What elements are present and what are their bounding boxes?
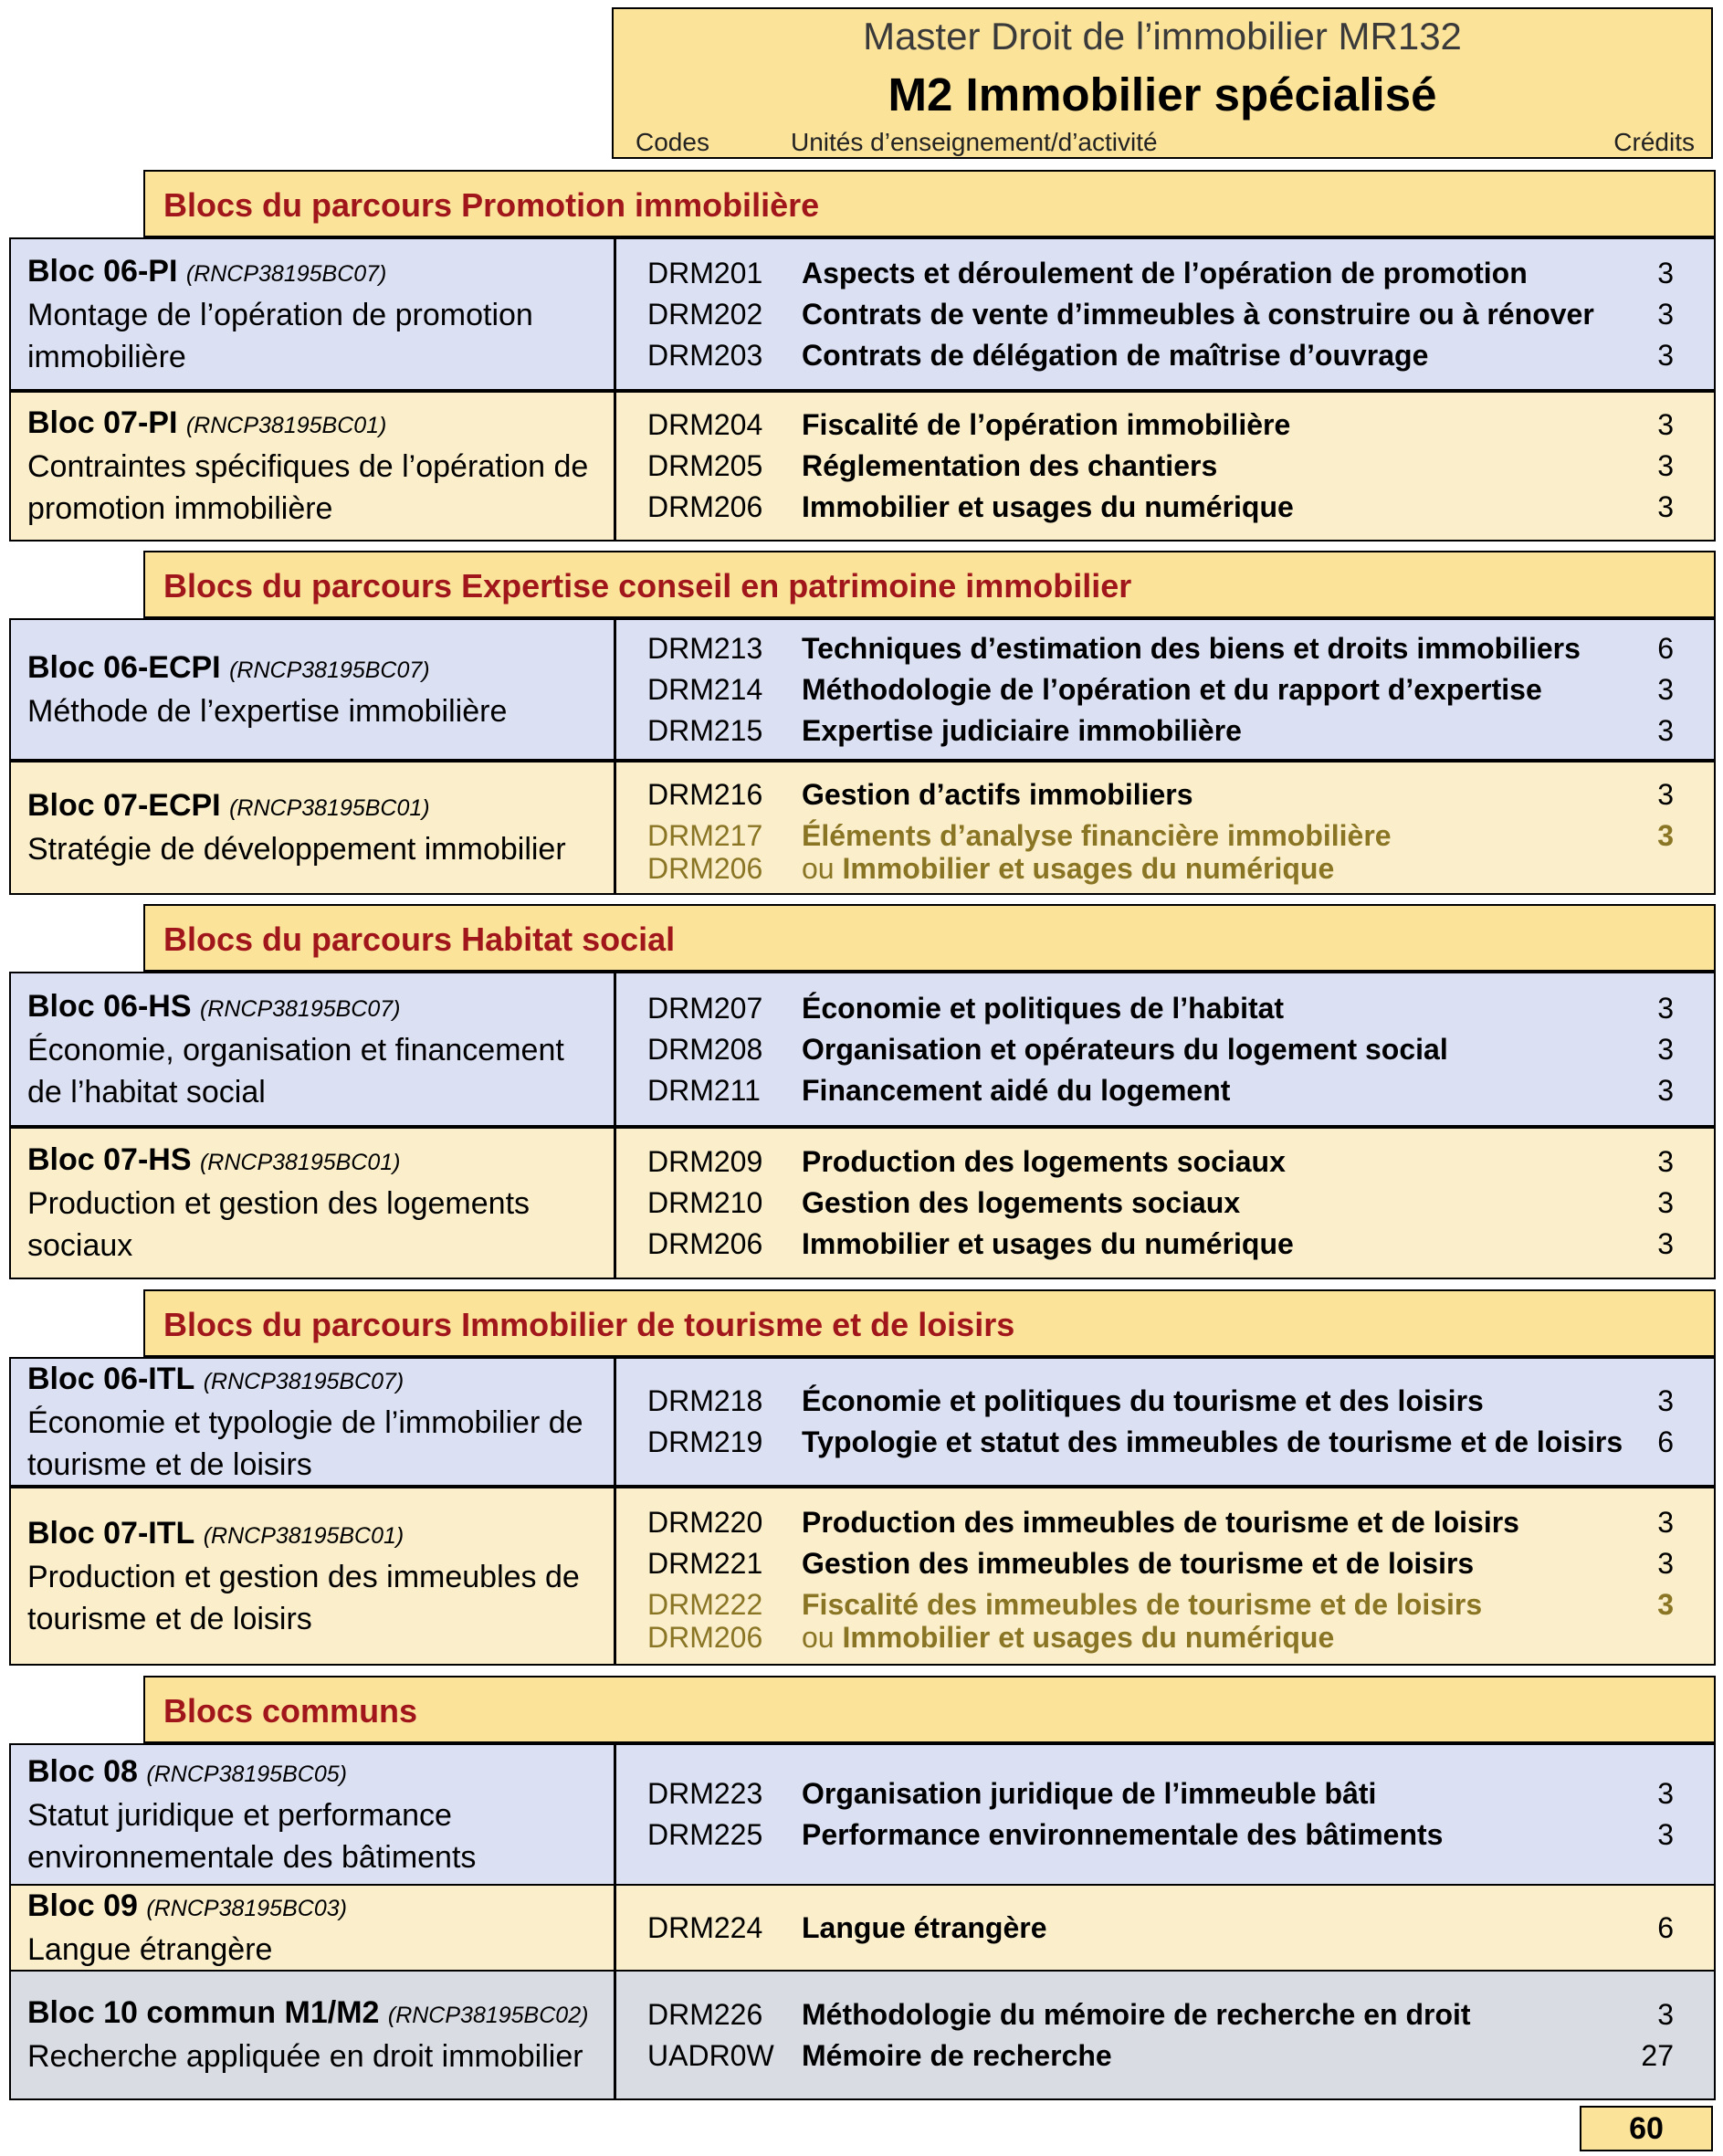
unit-row bbox=[616, 628, 1714, 669]
bloc-name: Bloc 06-ECPI bbox=[27, 649, 221, 685]
unit-code: DRM209 bbox=[647, 1145, 763, 1178]
unit-row bbox=[616, 1773, 1714, 1814]
bloc-06-pi bbox=[9, 237, 1716, 391]
column-header-codes: Codes bbox=[636, 128, 709, 156]
unit-name: Fiscalité de l’opération immobilière bbox=[802, 408, 1291, 441]
unit-list bbox=[616, 239, 1714, 389]
bloc-label bbox=[11, 1886, 616, 1970]
bloc-ref: (RNCP38195BC07) bbox=[203, 1368, 404, 1394]
unit-credits: 3 bbox=[1657, 991, 1674, 1025]
total-credits: 60 bbox=[1580, 2106, 1713, 2151]
bloc-label bbox=[11, 239, 616, 389]
unit-credits: 3 bbox=[1657, 338, 1674, 372]
unit-code: DRM208 bbox=[647, 1032, 763, 1066]
unit-row bbox=[616, 710, 1714, 752]
unit-credits: 3 bbox=[1657, 1384, 1674, 1417]
unit-credits: 3 bbox=[1657, 408, 1674, 441]
unit-name: Production des immeubles de tourisme et de loisirs bbox=[802, 1506, 1519, 1539]
unit-name: Immobilier et usages du numérique bbox=[842, 1621, 1335, 1654]
section-header-promotion bbox=[143, 170, 1716, 237]
unit-code: DRM224 bbox=[647, 1910, 763, 1944]
unit-code: DRM211 bbox=[647, 1073, 761, 1107]
unit-name: Organisation et opérateurs du logement social bbox=[802, 1032, 1448, 1066]
unit-row bbox=[616, 1381, 1714, 1422]
unit-credits: 3 bbox=[1657, 1186, 1674, 1219]
bloc-name: Bloc 09 bbox=[27, 1888, 138, 1923]
unit-name: Performance environnementale des bâtiments bbox=[802, 1818, 1444, 1851]
bloc-name: Bloc 07-ITL bbox=[27, 1515, 195, 1551]
unit-credits: 3 bbox=[1657, 778, 1674, 811]
bloc-06-hs bbox=[9, 972, 1716, 1127]
bloc-label bbox=[11, 1745, 616, 1884]
unit-code: DRM220 bbox=[647, 1506, 763, 1539]
unit-credits: 6 bbox=[1657, 1425, 1674, 1458]
unit-row bbox=[616, 1224, 1714, 1265]
unit-name: Méthodologie de l’opération et du rapport d’expertise bbox=[802, 672, 1542, 706]
unit-name: Gestion des logements sociaux bbox=[802, 1186, 1241, 1219]
unit-name: Immobilier et usages du numérique bbox=[802, 1227, 1294, 1260]
bloc-label bbox=[11, 1129, 616, 1278]
unit-row bbox=[616, 405, 1714, 446]
section-header-blocs-communs bbox=[143, 1676, 1716, 1743]
unit-name: Techniques d’estimation des biens et droits immobiliers bbox=[802, 631, 1581, 665]
unit-code: DRM222 bbox=[647, 1588, 763, 1621]
unit-code: DRM206 bbox=[647, 490, 763, 523]
bloc-name: Bloc 07-HS bbox=[27, 1142, 192, 1177]
section-title: Blocs du parcours Expertise conseil en patrimoine immobilier bbox=[163, 567, 1132, 605]
unit-row-option bbox=[616, 1584, 1714, 1621]
unit-row bbox=[616, 1502, 1714, 1543]
column-header-credits: Crédits bbox=[1613, 128, 1695, 156]
bloc-ref: (RNCP38195BC07) bbox=[229, 657, 430, 683]
unit-credits: 3 bbox=[1657, 256, 1674, 289]
section-title: Blocs communs bbox=[163, 1692, 418, 1730]
unit-code: DRM206 bbox=[647, 1227, 763, 1260]
program-title: Master Droit de l’immobilier MR132 bbox=[863, 15, 1462, 58]
unit-row bbox=[616, 1994, 1714, 2035]
unit-code: DRM223 bbox=[647, 1777, 763, 1810]
unit-code: DRM213 bbox=[647, 631, 763, 665]
unit-code: DRM206 bbox=[647, 1621, 763, 1654]
unit-row bbox=[616, 1422, 1714, 1463]
section-title: Blocs du parcours Promotion immobilière bbox=[163, 186, 820, 224]
unit-list bbox=[616, 620, 1714, 759]
bloc-description: Production et gestion des logements sociaux bbox=[27, 1186, 531, 1263]
unit-code: DRM216 bbox=[647, 778, 763, 811]
unit-name: Économie et politiques du tourisme et des loisirs bbox=[802, 1384, 1484, 1417]
unit-name: Éléments d’analyse financière immobilière bbox=[802, 819, 1392, 852]
unit-credits: 3 bbox=[1657, 1818, 1674, 1851]
unit-name-alternative bbox=[802, 1621, 1334, 1655]
bloc-10 bbox=[9, 1970, 1716, 2100]
bloc-label bbox=[11, 973, 616, 1125]
unit-credits: 3 bbox=[1657, 713, 1674, 747]
unit-code: DRM221 bbox=[647, 1547, 763, 1580]
unit-code: UADR0W bbox=[647, 2038, 774, 2072]
unit-code: DRM204 bbox=[647, 408, 763, 441]
unit-credits: 6 bbox=[1657, 1910, 1674, 1944]
unit-name: Langue étrangère bbox=[802, 1910, 1047, 1944]
unit-credits: 3 bbox=[1657, 1997, 1674, 2031]
bloc-07-ecpi bbox=[9, 761, 1716, 895]
section-title: Blocs du parcours Immobilier de tourisme et de loisirs bbox=[163, 1306, 1015, 1343]
unit-list bbox=[616, 393, 1714, 540]
unit-code: DRM202 bbox=[647, 297, 763, 331]
bloc-ref: (RNCP38195BC07) bbox=[199, 995, 401, 1022]
unit-row bbox=[616, 294, 1714, 335]
program-subtitle: M2 Immobilier spécialisé bbox=[888, 68, 1437, 121]
unit-list bbox=[616, 1886, 1714, 1970]
unit-name: Méthodologie du mémoire de recherche en droit bbox=[802, 1997, 1471, 2031]
bloc-description: Production et gestion des immeubles de tourisme et de loisirs bbox=[27, 1559, 580, 1636]
unit-credits: 3 bbox=[1657, 449, 1674, 482]
unit-row bbox=[616, 1814, 1714, 1856]
bloc-ref: (RNCP38195BC01) bbox=[203, 1522, 404, 1549]
bloc-description: Contraintes spécifiques de l’opération de promotion immobilière bbox=[27, 449, 589, 526]
unit-code: DRM215 bbox=[647, 713, 763, 747]
bloc-07-itl bbox=[9, 1487, 1716, 1666]
bloc-name: Bloc 06-PI bbox=[27, 253, 178, 289]
unit-code: DRM205 bbox=[647, 449, 763, 482]
bloc-06-itl bbox=[9, 1357, 1716, 1487]
bloc-label bbox=[11, 1972, 616, 2098]
unit-code: DRM201 bbox=[647, 256, 763, 289]
unit-name: Financement aidé du logement bbox=[802, 1073, 1231, 1107]
bloc-name: Bloc 06-HS bbox=[27, 988, 192, 1024]
unit-credits: 3 bbox=[1657, 1145, 1674, 1178]
bloc-description: Économie, organisation et financement de l’habitat social bbox=[27, 1032, 564, 1110]
unit-code: DRM203 bbox=[647, 338, 763, 372]
unit-name: Réglementation des chantiers bbox=[802, 449, 1218, 482]
bloc-name: Bloc 07-PI bbox=[27, 405, 178, 440]
unit-row bbox=[616, 988, 1714, 1029]
unit-name: Contrats de délégation de maîtrise d’ouvrage bbox=[802, 338, 1429, 372]
unit-code: DRM206 bbox=[647, 852, 763, 885]
bloc-ref: (RNCP38195BC05) bbox=[146, 1761, 347, 1787]
unit-row-option bbox=[616, 815, 1714, 852]
unit-code: DRM210 bbox=[647, 1186, 763, 1219]
bloc-07-hs bbox=[9, 1127, 1716, 1279]
unit-credits: 3 bbox=[1657, 672, 1674, 706]
unit-row bbox=[616, 2035, 1714, 2077]
unit-credits: 27 bbox=[1641, 2038, 1674, 2072]
unit-credits: 3 bbox=[1657, 1073, 1674, 1107]
unit-credits: 3 bbox=[1657, 819, 1674, 852]
bloc-07-pi bbox=[9, 391, 1716, 542]
unit-credits: 3 bbox=[1657, 490, 1674, 523]
bloc-description: Recherche appliquée en droit immobilier bbox=[27, 2039, 583, 2074]
unit-code: DRM207 bbox=[647, 991, 763, 1025]
unit-name: Immobilier et usages du numérique bbox=[802, 490, 1294, 523]
bloc-label bbox=[11, 393, 616, 540]
unit-name: Organisation juridique de l’immeuble bâti bbox=[802, 1777, 1377, 1810]
bloc-description: Méthode de l’expertise immobilière bbox=[27, 693, 508, 729]
bloc-09 bbox=[9, 1884, 1716, 1972]
bloc-name: Bloc 10 commun M1/M2 bbox=[27, 1995, 380, 2030]
bloc-description: Économie et typologie de l’immobilier de tourisme et de loisirs bbox=[27, 1404, 583, 1482]
unit-name: Contrats de vente d’immeubles à construire ou à rénover bbox=[802, 297, 1594, 331]
unit-code: DRM214 bbox=[647, 672, 763, 706]
unit-row bbox=[616, 1908, 1714, 1949]
unit-credits: 3 bbox=[1657, 1588, 1674, 1621]
unit-name: Typologie et statut des immeubles de tourisme et de loisirs bbox=[802, 1425, 1623, 1458]
unit-row bbox=[616, 1141, 1714, 1183]
unit-code: DRM226 bbox=[647, 1997, 763, 2031]
section-header-expertise bbox=[143, 551, 1716, 618]
or-label: ou bbox=[802, 1621, 835, 1654]
unit-row-option bbox=[616, 1617, 1714, 1654]
bloc-name: Bloc 06-ITL bbox=[27, 1361, 195, 1396]
program-header bbox=[612, 7, 1713, 159]
unit-credits: 6 bbox=[1657, 631, 1674, 665]
unit-list bbox=[616, 973, 1714, 1125]
unit-list bbox=[616, 1972, 1714, 2098]
unit-code: DRM219 bbox=[647, 1425, 763, 1458]
bloc-label bbox=[11, 762, 616, 893]
unit-row-option bbox=[616, 848, 1714, 885]
bloc-label bbox=[11, 620, 616, 759]
unit-code: DRM217 bbox=[647, 819, 763, 852]
unit-list bbox=[616, 1129, 1714, 1278]
bloc-ref: (RNCP38195BC07) bbox=[185, 260, 387, 287]
section-header-tourisme-loisirs bbox=[143, 1289, 1716, 1357]
unit-code: DRM218 bbox=[647, 1384, 763, 1417]
unit-name: Fiscalité des immeubles de tourisme et de loisirs bbox=[802, 1588, 1483, 1621]
unit-list bbox=[616, 1745, 1714, 1884]
unit-row bbox=[616, 774, 1714, 815]
unit-list bbox=[616, 1359, 1714, 1485]
unit-name: Production des logements sociaux bbox=[802, 1145, 1286, 1178]
unit-list bbox=[616, 1488, 1714, 1664]
bloc-name: Bloc 07-ECPI bbox=[27, 788, 221, 823]
unit-credits: 3 bbox=[1657, 1032, 1674, 1066]
unit-credits: 3 bbox=[1657, 1547, 1674, 1580]
section-title: Blocs du parcours Habitat social bbox=[163, 920, 676, 958]
unit-name: Immobilier et usages du numérique bbox=[842, 852, 1335, 885]
section-header-habitat-social bbox=[143, 904, 1716, 972]
unit-credits: 3 bbox=[1657, 1506, 1674, 1539]
column-header-units: Unités d’enseignement/d’activité bbox=[791, 128, 1158, 156]
unit-row bbox=[616, 446, 1714, 487]
bloc-06-ecpi bbox=[9, 618, 1716, 761]
unit-credits: 3 bbox=[1657, 297, 1674, 331]
bloc-08 bbox=[9, 1743, 1716, 1886]
unit-row bbox=[616, 1183, 1714, 1224]
unit-name: Mémoire de recherche bbox=[802, 2038, 1112, 2072]
bloc-ref: (RNCP38195BC03) bbox=[146, 1895, 347, 1921]
unit-row bbox=[616, 487, 1714, 528]
bloc-ref: (RNCP38195BC01) bbox=[185, 413, 387, 438]
unit-row bbox=[616, 1029, 1714, 1070]
unit-credits: 3 bbox=[1657, 1227, 1674, 1260]
unit-row bbox=[616, 335, 1714, 376]
unit-name: Gestion d’actifs immobiliers bbox=[802, 778, 1193, 811]
unit-name: Aspects et déroulement de l’opération de promotion bbox=[802, 256, 1528, 289]
bloc-description: Statut juridique et performance environnementale des bâtiments bbox=[27, 1797, 477, 1875]
unit-row bbox=[616, 253, 1714, 294]
bloc-label bbox=[11, 1488, 616, 1664]
unit-credits: 3 bbox=[1657, 1777, 1674, 1810]
unit-name: Économie et politiques de l’habitat bbox=[802, 991, 1285, 1025]
unit-name-alternative bbox=[802, 852, 1334, 886]
unit-name: Gestion des immeubles de tourisme et de loisirs bbox=[802, 1547, 1475, 1580]
or-label: ou bbox=[802, 852, 835, 885]
bloc-ref: (RNCP38195BC01) bbox=[229, 795, 430, 821]
unit-list bbox=[616, 762, 1714, 893]
bloc-name: Bloc 08 bbox=[27, 1753, 138, 1789]
bloc-description: Langue étrangère bbox=[27, 1931, 273, 1967]
unit-row bbox=[616, 1070, 1714, 1111]
bloc-description: Stratégie de développement immobilier bbox=[27, 832, 566, 867]
bloc-label bbox=[11, 1359, 616, 1485]
unit-row bbox=[616, 1543, 1714, 1584]
bloc-ref: (RNCP38195BC02) bbox=[387, 2003, 589, 2028]
bloc-description: Montage de l’opération de promotion immobilière bbox=[27, 297, 533, 374]
unit-code: DRM225 bbox=[647, 1818, 763, 1851]
unit-name: Expertise judiciaire immobilière bbox=[802, 713, 1242, 747]
unit-row bbox=[616, 669, 1714, 710]
bloc-ref: (RNCP38195BC01) bbox=[199, 1150, 401, 1175]
